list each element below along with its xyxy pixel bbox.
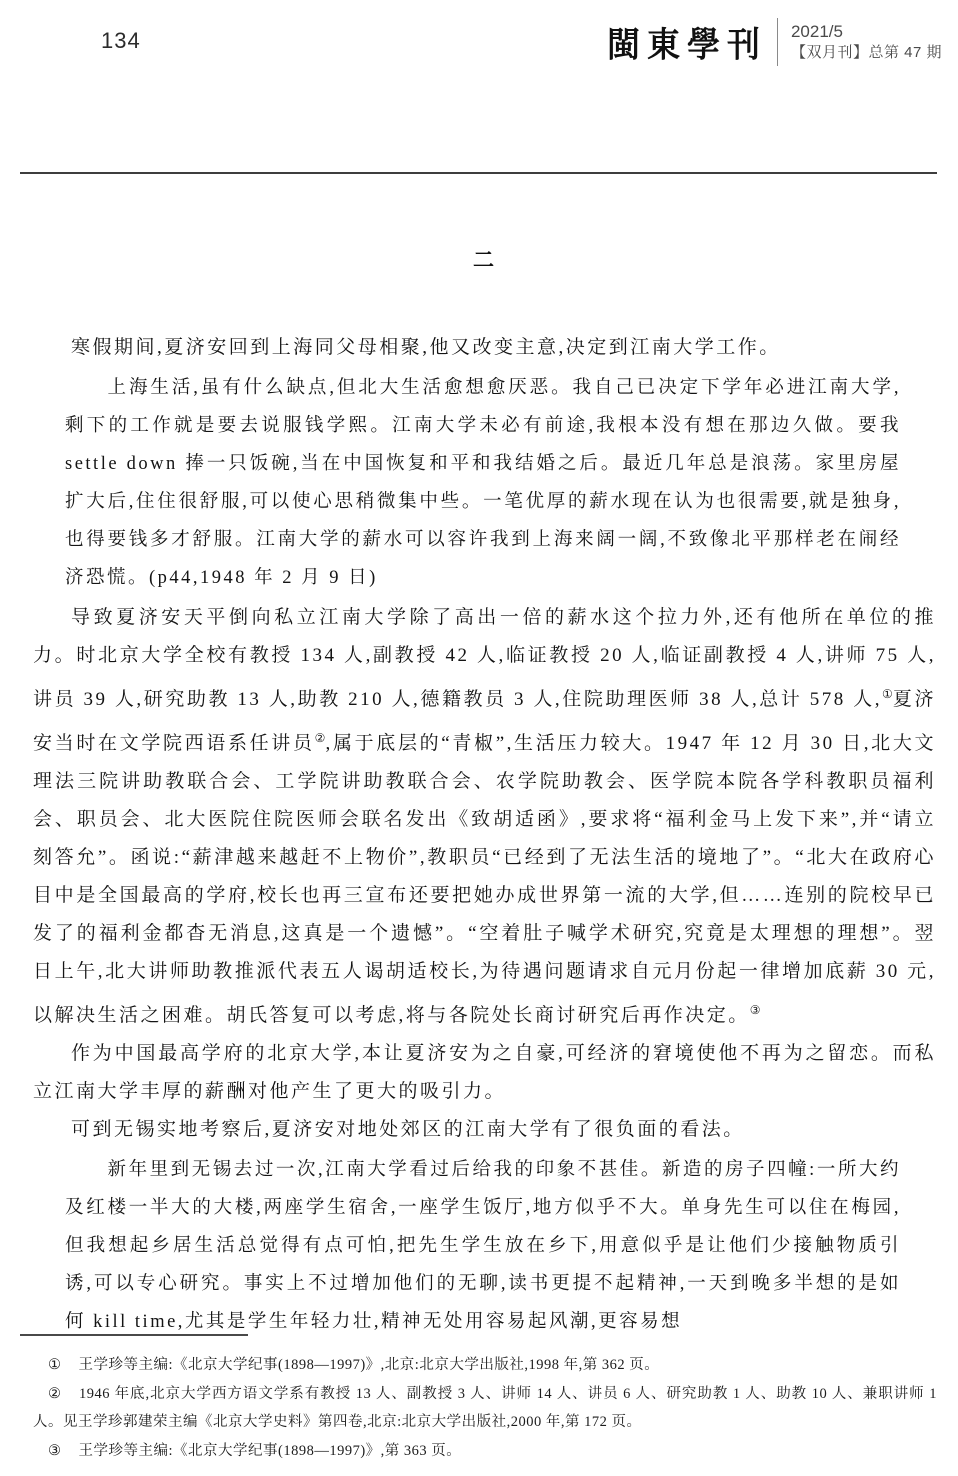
body-paragraph <box>33 599 936 1035</box>
text-segment: 可到无锡实地考察后,夏济安对地处郊区的江南大学有了很负面的看法。 <box>71 1119 745 1140</box>
page-number: 134 <box>101 28 141 53</box>
body-paragraph <box>33 329 936 367</box>
article-body <box>33 245 936 1343</box>
footnote-item <box>33 1437 937 1466</box>
footnote-text: 王学珍等主编:《北京大学纪事(1898—1997)》,北京:北京大学出版社,1998 年,第 362 页。 <box>78 1357 660 1373</box>
quote-block <box>33 369 936 597</box>
header-rule <box>20 172 937 174</box>
footnote-marker: ① <box>881 687 893 701</box>
issue-year-number: 2021/5 <box>790 22 843 41</box>
text-segment: 寒假期间,夏济安回到上海同父母相聚,他又改变主意,决定到江南大学工作。 <box>71 337 781 358</box>
text-segment: 夏济安当时在文学院西语系任讲员 <box>33 689 936 754</box>
text-segment: 作为中国最高学府的北京大学,本让夏济安为之自豪,可经济的窘境使他不再为之留恋。而私立江南大学丰厚的薪酬对他产生了更大的吸引力。 <box>33 1043 936 1102</box>
footnote-marker: ② <box>314 731 326 745</box>
footnote-label: ② <box>48 1385 62 1402</box>
footnote-label: ① <box>48 1357 62 1373</box>
footnote-marker: ③ <box>749 1003 761 1017</box>
footnote-item <box>33 1351 937 1380</box>
body-blocks <box>33 329 936 1341</box>
footnote-text: 1946 年底,北京大学西方语文学系有教授 13 人、副教授 3 人、讲师 14 人、讲员 6 人、研究助教 1 人、助教 10 人、兼职讲师 1 人。见王学珍郭建荣主编《北京大学史料》第四卷,北京:北京大学出版社,2000 年,第 172 页。 <box>33 1385 937 1430</box>
body-paragraph <box>33 1111 936 1149</box>
quote-block <box>33 1151 936 1341</box>
issue-volume-label: 【双月刊】总第 47 期 <box>790 44 942 61</box>
text-segment: 上海生活,虽有什么缺点,但北大生活愈想愈厌恶。我自己已决定下学年必进江南大学,剩下的工作就是要去说服钱学熙。江南大学未必有前途,我根本没有想在那边久做。要我 settle down 捧一只饭碗,当在中国恢复和平和我结婚之后。最近几年总是浪荡。家里房屋扩大后,住住很舒服,可以使心思稍微集中些。一笔优厚的薪水现在认为也很需要,就是独身,也得要钱多才舒服。江南大学的薪水可以容许我到上海来阔一阔,不致像北平那样老在闹经济恐慌。(p44,1948 年 2 月 9 日) <box>65 378 901 588</box>
footnote-text: 王学珍等主编:《北京大学纪事(1898—1997)》,第 363 页。 <box>78 1442 462 1459</box>
footnote-item <box>33 1380 937 1437</box>
text-segment: 导致夏济安天平倒向私立江南大学除了高出一倍的薪水这个拉力外,还有他所在单位的推力。时北京大学全校有教授 134 人,副教授 42 人,临证教授 20 人,临证副教授 4 人,讲师 75 人,讲员 39 人,研究助教 13 人,助教 210 人,德籍教员 3 人,住院助理医师 38 人,总计 578 人, <box>33 607 936 710</box>
issue-info <box>791 21 942 63</box>
footnotes <box>33 1351 937 1465</box>
text-segment: ,属于底层的“青椒”,生活压力较大。1947 年 12 月 30 日,北大文理法三院讲助教联合会、工学院讲助教联合会、农学院助教会、医学院本院各学科教职员福利会、职员会、北大医院住院医师会联名发出《致胡适函》,要求将“福利金马上发下来”,并“请立刻答允”。函说:“薪津越来越赶不上物价”,教职员“已经到了无法生活的境地了”。“北大在政府心目中是全国最高的学府,校长也再三宣布还要把她办成世界第一流的大学,但……连别的院校早已发了的福利金都杳无消息,这真是一个遗憾”。“空着肚子喊学术研究,究竟是太理想的理想”。翌日上午,北大讲师助教推派代表五人谒胡适校长,为待遇问题请求自元月份起一律增加底薪 30 元,以解决生活之困难。胡氏答复可以考虑,将与各院处长商讨研究后再作决定。 <box>33 733 936 1026</box>
footnote-label: ③ <box>48 1442 62 1459</box>
masthead-divider <box>777 18 778 66</box>
body-paragraph <box>33 1035 936 1111</box>
text-segment: 新年里到无锡去过一次,江南大学看过后给我的印象不甚佳。新造的房子四幢:一所大约及红楼一半大的大楼,两座学生宿舍,一座学生饭厅,地方似乎不大。单身先生可以住在梅园,但我想起乡居生活总觉得有点可怕,把先生学生放在乡下,用意似乎是让他们少接触物质引诱,可以专心研究。事实上不过增加他们的无聊,读书更提不起精神,一天到晚多半想的是如何 kill time,尤其是学生年轻力壮,精神无处用容易起风潮,更容易想 <box>65 1160 901 1332</box>
section-title: 二 <box>473 248 496 272</box>
footnote-separator <box>20 1334 248 1336</box>
journal-masthead <box>607 18 942 66</box>
journal-title-logo: 閩東學刊 <box>606 26 767 65</box>
